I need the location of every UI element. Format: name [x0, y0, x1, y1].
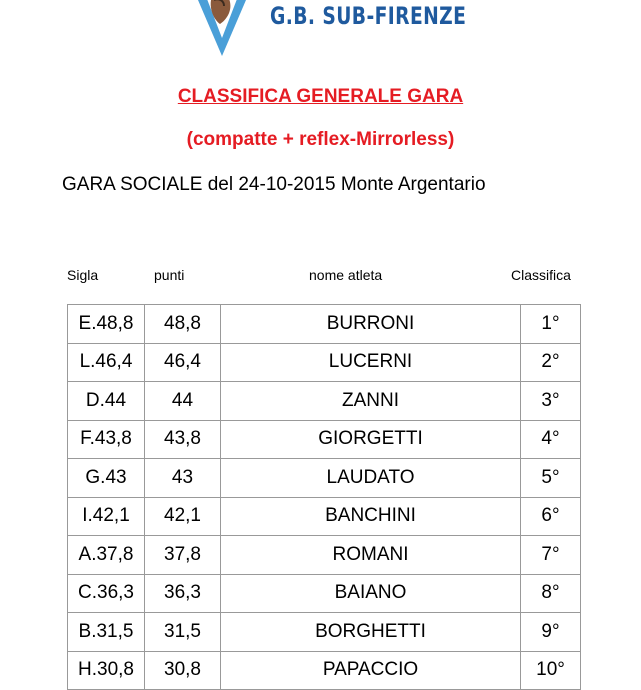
- table-row: [68, 651, 581, 690]
- table-row: [68, 497, 581, 536]
- table-row: [68, 536, 581, 575]
- club-name: G.B. SUB-FIRENZE: [270, 2, 467, 30]
- sigla-cell: G.43: [68, 459, 145, 498]
- sigla-cell: B.31,5: [68, 613, 145, 652]
- table-row: [68, 420, 581, 459]
- rank-cell: 1°: [521, 305, 581, 344]
- table-row: [68, 343, 581, 382]
- punti-cell: 30,8: [145, 651, 221, 690]
- rank-cell: 5°: [521, 459, 581, 498]
- punti-cell: 43: [145, 459, 221, 498]
- punti-cell: 31,5: [145, 613, 221, 652]
- athlete-name-cell: ROMANI: [221, 536, 521, 575]
- athlete-name-cell: LAUDATO: [221, 459, 521, 498]
- rank-cell: 7°: [521, 536, 581, 575]
- athlete-name-cell: PAPACCIO: [221, 651, 521, 690]
- rank-cell: 2°: [521, 343, 581, 382]
- athlete-name-cell: BANCHINI: [221, 497, 521, 536]
- sigla-cell: C.36,3: [68, 574, 145, 613]
- punti-cell: 36,3: [145, 574, 221, 613]
- punti-cell: 37,8: [145, 536, 221, 575]
- event-subtitle: GARA SOCIALE del 24-10-2015 Monte Argentario: [62, 174, 486, 195]
- athlete-name-cell: BORGHETTI: [221, 613, 521, 652]
- rank-cell: 9°: [521, 613, 581, 652]
- rank-cell: 3°: [521, 382, 581, 421]
- table-row: [68, 574, 581, 613]
- sigla-cell: D.44: [68, 382, 145, 421]
- athlete-name-cell: BURRONI: [221, 305, 521, 344]
- punti-cell: 42,1: [145, 497, 221, 536]
- rank-cell: 8°: [521, 574, 581, 613]
- column-header-nome: nome atleta: [309, 267, 383, 283]
- table-row: [68, 459, 581, 498]
- sigla-cell: E.48,8: [68, 305, 145, 344]
- punti-cell: 44: [145, 382, 221, 421]
- table-row: [68, 305, 581, 344]
- table-row: [68, 382, 581, 421]
- rank-cell: 6°: [521, 497, 581, 536]
- sigla-cell: A.37,8: [68, 536, 145, 575]
- rank-cell: 10°: [521, 651, 581, 690]
- athlete-name-cell: LUCERNI: [221, 343, 521, 382]
- sigla-cell: L.46,4: [68, 343, 145, 382]
- table-row: [68, 613, 581, 652]
- column-header-sigla: Sigla: [67, 267, 99, 283]
- punti-cell: 48,8: [145, 305, 221, 344]
- ranking-category: (compatte + reflex-Mirrorless): [186, 129, 455, 150]
- sigla-cell: H.30,8: [68, 651, 145, 690]
- sigla-cell: I.42,1: [68, 497, 145, 536]
- column-header-punti: punti: [154, 267, 185, 283]
- punti-cell: 46,4: [145, 343, 221, 382]
- results-table: [67, 304, 581, 690]
- athlete-name-cell: GIORGETTI: [221, 420, 521, 459]
- athlete-name-cell: BAIANO: [221, 574, 521, 613]
- club-logo: [190, 0, 254, 58]
- sigla-cell: F.43,8: [68, 420, 145, 459]
- punti-cell: 43,8: [145, 420, 221, 459]
- ranking-title: CLASSIFICA GENERALE GARA: [177, 86, 464, 107]
- column-header-classifica: Classifica: [511, 267, 571, 283]
- athlete-name-cell: ZANNI: [221, 382, 521, 421]
- rank-cell: 4°: [521, 420, 581, 459]
